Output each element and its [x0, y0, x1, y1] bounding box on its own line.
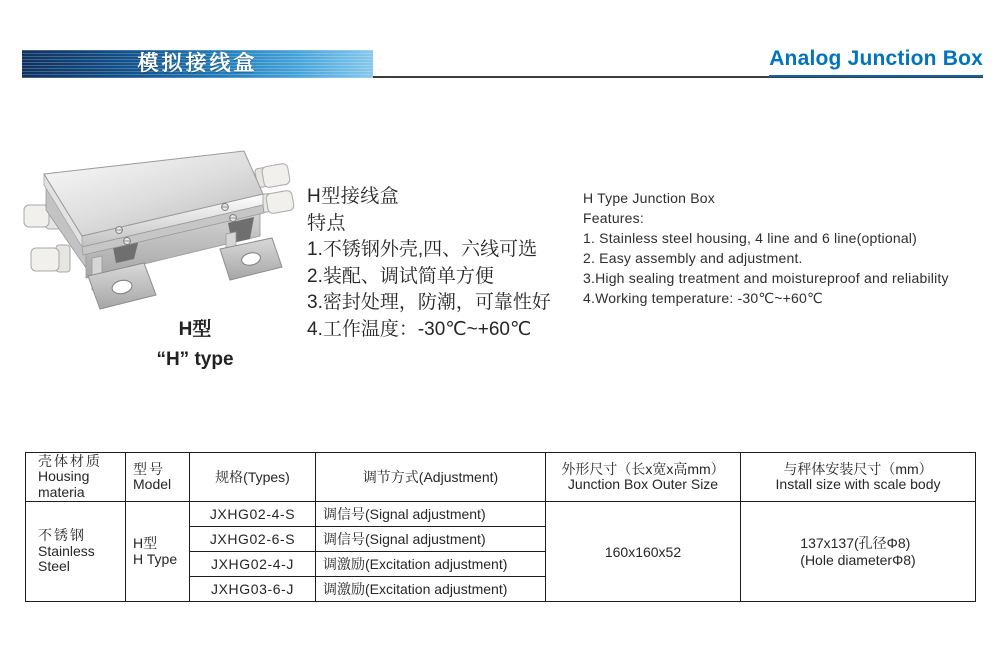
features-cn-item: 1.不锈钢外壳,四、六线可选 [307, 239, 538, 260]
cell-outer-size: 160x160x52 [546, 502, 741, 602]
features-en-item: 3.High sealing treatment and moistureproof and reliability [583, 270, 949, 286]
col-header-outer-size: 外形尺寸（长x宽x高mm） Junction Box Outer Size [546, 453, 741, 502]
cell-type: JXHG02-4-S [190, 502, 316, 527]
page-title-en: Analog Junction Box [769, 47, 983, 77]
cn-title-banner [22, 50, 373, 78]
cell-adjustment: 调激励(Excitation adjustment) [316, 552, 546, 577]
cell-housing-value: 不锈钢 Stainless Steel [26, 502, 126, 602]
col-header-adjustment: 调节方式(Adjustment) [316, 453, 546, 502]
cell-install-size: 137x137(孔径Φ8) (Hole diameterΦ8) [741, 502, 976, 602]
product-caption-cn: H型 [178, 319, 212, 340]
spec-table [25, 452, 976, 602]
features-cn-subheading: 特点 [307, 212, 347, 234]
features-en-item: 2. Easy assembly and adjustment. [583, 250, 803, 266]
cell-model-value: H型 H Type [126, 502, 190, 602]
features-en-subheading: Features: [583, 210, 644, 226]
cell-adjustment: 调信号(Signal adjustment) [316, 527, 546, 552]
product-caption [110, 315, 280, 375]
product-caption-en: “H” type [156, 349, 234, 370]
cell-adjustment: 调信号(Signal adjustment) [316, 502, 546, 527]
features-cn-item: 4.工作温度：-30℃~+60℃ [307, 318, 532, 340]
col-header-install-size: 与秤体安装尺寸（mm） Install size with scale body [741, 453, 976, 502]
features-en [583, 188, 983, 308]
junction-box-image [22, 146, 297, 326]
features-cn-item: 2.装配、调试简单方便 [307, 265, 494, 287]
cell-adjustment: 调激励(Excitation adjustment) [316, 577, 546, 602]
col-header-housing: 壳体材质 Housing materia [26, 453, 126, 502]
features-cn-heading: H型接线盒 [307, 186, 400, 207]
cell-type: JXHG02-4-J [190, 552, 316, 577]
col-header-model: 型号 Model [126, 453, 190, 502]
col-header-types: 规格(Types) [190, 453, 316, 502]
features-cn-item: 3.密封处理，防潮，可靠性好 [307, 292, 551, 313]
features-en-heading: H Type Junction Box [583, 190, 715, 206]
features-en-item: 1. Stainless steel housing, 4 line and 6 line(optional) [583, 230, 917, 246]
features-en-item: 4.Working temperature: -30℃~+60℃ [583, 290, 823, 306]
cell-type: JXHG03-6-J [190, 577, 316, 602]
features-cn [307, 184, 582, 343]
cell-type: JXHG02-6-S [190, 527, 316, 552]
page-title-cn: 模拟接线盒 [137, 52, 258, 75]
